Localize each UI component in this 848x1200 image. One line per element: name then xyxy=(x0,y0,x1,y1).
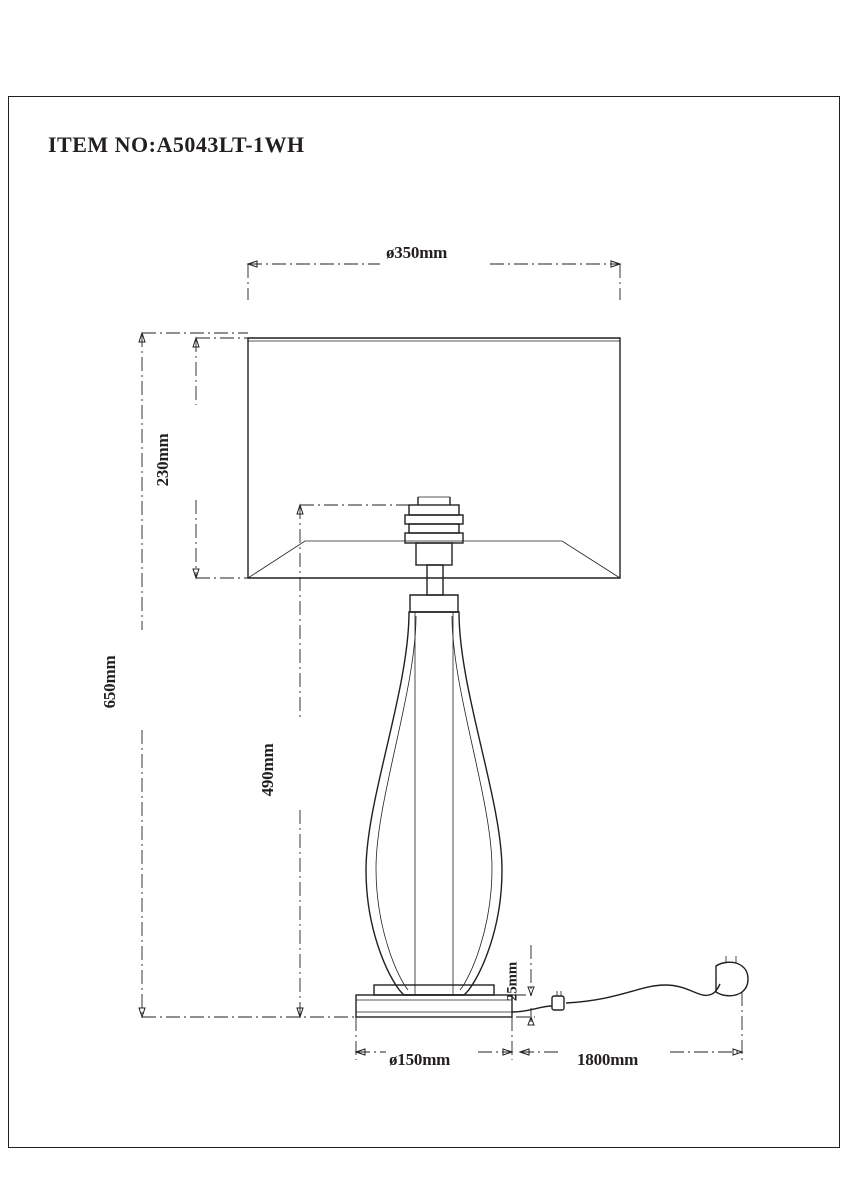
dim-base-height: 25mm xyxy=(504,961,521,1002)
dim-body-height: 490mm xyxy=(258,743,277,797)
dim-shade-height: 230mm xyxy=(153,433,172,487)
dim-shade-diameter: ø350mm xyxy=(386,243,448,262)
dim-cord-length: 1800mm xyxy=(577,1050,639,1069)
dim-base-diameter: ø150mm xyxy=(389,1050,451,1069)
dim-overall-height: 650mm xyxy=(100,655,119,709)
item-number-label: ITEM NO:A5043LT-1WH xyxy=(48,132,305,157)
